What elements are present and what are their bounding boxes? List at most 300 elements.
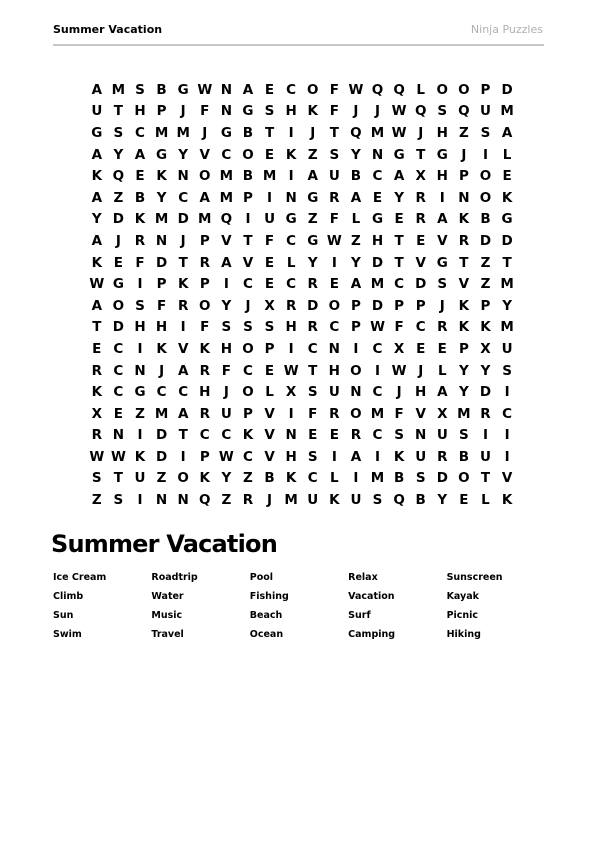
grid-letter: K <box>285 146 297 163</box>
grid-letter: S <box>135 81 145 98</box>
grid-letter: B <box>350 168 362 185</box>
grid-letter: S <box>502 362 512 379</box>
grid-letter: H <box>199 384 211 401</box>
grid-letter: W <box>89 448 105 465</box>
word-list-item: Ocean <box>249 629 284 640</box>
grid-letter: Q <box>199 492 211 509</box>
grid-letter: B <box>156 81 167 98</box>
grid-letter: G <box>436 146 448 163</box>
word-list-item: Sun <box>53 610 74 621</box>
grid-letter: I <box>353 340 359 357</box>
grid-letter: Z <box>307 211 318 228</box>
grid-letter: C <box>242 362 253 379</box>
grid-letter: K <box>91 254 103 271</box>
grid-letter: D <box>501 232 513 249</box>
grid-letter: E <box>416 232 426 249</box>
word-list-item: Climb <box>53 591 84 602</box>
word-search-grid <box>86 79 518 511</box>
grid-letter: E <box>329 427 339 444</box>
grid-letter: K <box>177 276 189 293</box>
grid-letter: R <box>415 189 426 206</box>
grid-letter: D <box>112 211 124 228</box>
grid-letter: D <box>155 448 168 465</box>
grid-letter: C <box>221 427 232 444</box>
grid-letter: D <box>479 384 492 401</box>
grid-letter: F <box>394 405 404 422</box>
grid-letter: J <box>180 232 186 249</box>
grid-letter: G <box>220 124 232 141</box>
grid-letter: C <box>156 384 167 401</box>
grid-letter: G <box>307 189 319 206</box>
grid-letter: H <box>328 362 340 379</box>
grid-letter: J <box>461 146 467 163</box>
grid-letter: I <box>288 168 294 185</box>
grid-letter: U <box>307 492 319 509</box>
grid-letter: Y <box>91 211 102 228</box>
grid-letter: L <box>286 254 296 271</box>
grid-letter: E <box>113 405 123 422</box>
grid-letter: I <box>180 319 186 336</box>
grid-letter: K <box>156 168 167 185</box>
grid-letter: R <box>199 362 210 379</box>
grid-letter: F <box>200 319 210 336</box>
grid-letter: S <box>91 470 102 487</box>
grid-letter: M <box>284 492 298 509</box>
grid-letter: I <box>331 448 337 465</box>
grid-letter: Q <box>220 211 233 228</box>
grid-letter: X <box>264 297 275 314</box>
grid-letter: R <box>242 492 254 509</box>
grid-letter: N <box>177 168 189 185</box>
grid-letter: A <box>242 81 254 98</box>
grid-letter: P <box>394 297 405 314</box>
grid-letter: G <box>436 254 448 271</box>
grid-letter: X <box>415 168 426 185</box>
grid-letter: N <box>415 427 427 444</box>
grid-letter: W <box>391 362 407 379</box>
grid-letter: K <box>91 384 103 401</box>
grid-letter: H <box>285 103 297 120</box>
grid-letter: Y <box>221 470 232 487</box>
grid-letter: R <box>199 405 210 422</box>
grid-letter: A <box>91 189 103 206</box>
grid-letter: K <box>329 492 340 509</box>
grid-letter: E <box>264 81 275 98</box>
grid-letter: G <box>177 81 189 98</box>
grid-letter: Q <box>371 81 384 98</box>
grid-letter: W <box>391 124 407 141</box>
grid-letter: P <box>199 232 210 249</box>
grid-letter: S <box>221 319 232 336</box>
grid-letter: V <box>415 254 426 271</box>
grid-letter: E <box>264 146 275 163</box>
grid-letter: C <box>372 384 383 401</box>
grid-letter: O <box>112 297 125 314</box>
grid-letter: Y <box>156 189 167 206</box>
grid-letter: G <box>285 211 297 228</box>
grid-letter: T <box>502 254 512 271</box>
grid-letter: S <box>459 427 469 444</box>
grid-letter: V <box>264 427 275 444</box>
word-list-item: Travel <box>151 629 184 640</box>
grid-letter: D <box>479 232 492 249</box>
grid-letter: K <box>91 168 103 185</box>
grid-letter: U <box>480 448 491 465</box>
grid-letter: O <box>242 146 254 163</box>
grid-letter: S <box>113 124 124 141</box>
grid-letter: Y <box>351 254 361 271</box>
grid-letter: A <box>307 168 318 185</box>
grid-letter: V <box>221 232 232 249</box>
grid-letter: U <box>415 448 427 465</box>
grid-letter: Q <box>458 103 470 120</box>
grid-letter: O <box>328 297 341 314</box>
grid-letter: U <box>436 427 448 444</box>
grid-letter: S <box>329 146 340 163</box>
grid-letter: M <box>370 276 385 293</box>
grid-letter: C <box>415 319 426 336</box>
grid-letter: V <box>264 448 275 465</box>
grid-letter: W <box>218 448 234 465</box>
grid-letter: T <box>480 470 491 487</box>
grid-letter: E <box>437 340 447 357</box>
grid-letter: W <box>326 232 342 249</box>
grid-letter: F <box>329 211 339 228</box>
grid-letter: F <box>308 405 318 422</box>
grid-letter: P <box>264 340 275 357</box>
grid-letter: M <box>154 405 169 422</box>
grid-letter: Y <box>221 297 232 314</box>
grid-letter: C <box>286 232 297 249</box>
grid-letter: P <box>199 448 210 465</box>
grid-letter: W <box>391 103 407 120</box>
grid-letter: T <box>113 103 123 120</box>
grid-letter: E <box>394 211 404 228</box>
grid-letter: N <box>134 362 146 379</box>
grid-letter: Y <box>178 146 189 163</box>
grid-letter: G <box>371 211 384 228</box>
grid-letter: M <box>370 405 385 422</box>
grid-letter: A <box>501 124 513 141</box>
grid-letter: M <box>219 189 234 206</box>
grid-letter: E <box>135 168 145 185</box>
grid-letter: O <box>306 81 319 98</box>
header-divider <box>53 44 544 46</box>
grid-letter: E <box>329 276 339 293</box>
grid-letter: D <box>501 81 513 98</box>
grid-letter: C <box>307 470 318 487</box>
grid-letter: P <box>156 103 167 120</box>
grid-letter: J <box>245 297 251 314</box>
grid-letter: L <box>351 211 361 228</box>
grid-letter: G <box>242 103 254 120</box>
grid-letter: J <box>418 124 424 141</box>
grid-letter: N <box>285 427 297 444</box>
grid-letter: N <box>285 189 297 206</box>
grid-letter: A <box>91 297 103 314</box>
grid-letter: J <box>353 103 359 120</box>
grid-letter: M <box>219 168 234 185</box>
grid-letter: I <box>180 448 186 465</box>
grid-letter: S <box>480 124 491 141</box>
grid-letter: P <box>350 297 361 314</box>
grid-letter: G <box>156 146 168 163</box>
grid-letter: M <box>370 124 385 141</box>
grid-letter: Z <box>221 492 232 509</box>
grid-letter: Z <box>113 189 124 206</box>
grid-letter: Y <box>394 189 404 206</box>
grid-letter: J <box>418 362 424 379</box>
grid-letter: V <box>437 232 448 249</box>
grid-letter: J <box>202 124 208 141</box>
grid-letter: Z <box>480 276 491 293</box>
grid-letter: C <box>372 168 383 185</box>
grid-letter: U <box>91 103 103 120</box>
grid-letter: N <box>112 427 125 444</box>
grid-letter: B <box>242 124 254 141</box>
grid-letter: W <box>89 276 105 293</box>
grid-letter: Y <box>307 254 318 271</box>
grid-letter: T <box>329 124 339 141</box>
grid-letter: F <box>221 362 231 379</box>
grid-letter: T <box>264 124 275 141</box>
grid-letter: Y <box>480 362 491 379</box>
grid-letter: V <box>177 340 189 357</box>
grid-letter: A <box>350 276 362 293</box>
grid-letter: R <box>307 276 318 293</box>
grid-letter: R <box>437 448 448 465</box>
grid-letter: P <box>350 319 361 336</box>
grid-letter: R <box>285 297 297 314</box>
grid-letter: O <box>436 81 449 98</box>
grid-letter: E <box>308 427 318 444</box>
grid-letter: X <box>437 405 448 422</box>
grid-letter: C <box>286 81 297 98</box>
grid-letter: M <box>198 211 212 228</box>
grid-letter: H <box>285 448 297 465</box>
grid-letter: C <box>221 146 232 163</box>
grid-letter: M <box>500 319 514 336</box>
grid-letter: C <box>199 427 210 444</box>
grid-letter: O <box>350 405 362 422</box>
grid-letter: W <box>110 448 126 465</box>
grid-letter: C <box>502 405 513 422</box>
grid-letter: F <box>394 319 404 336</box>
grid-letter: G <box>134 384 146 401</box>
grid-letter: R <box>458 232 470 249</box>
grid-letter: A <box>350 189 362 206</box>
grid-letter: H <box>220 340 233 357</box>
grid-letter: M <box>154 124 169 141</box>
word-list-item: Vacation <box>348 591 395 602</box>
grid-letter: H <box>134 319 146 336</box>
grid-letter: K <box>458 297 470 314</box>
grid-letter: S <box>437 276 448 293</box>
grid-letter: Y <box>459 384 469 401</box>
grid-letter: E <box>416 340 426 357</box>
puzzle-title: Summer Vacation <box>51 530 278 558</box>
grid-letter: C <box>178 384 189 401</box>
grid-letter: X <box>480 340 491 357</box>
grid-letter: P <box>480 297 491 314</box>
grid-letter: K <box>199 340 210 357</box>
grid-letter: G <box>307 232 319 249</box>
grid-letter: A <box>221 254 232 271</box>
grid-letter: R <box>329 189 340 206</box>
grid-letter: J <box>159 362 165 379</box>
grid-letter: E <box>92 340 102 357</box>
grid-letter: C <box>372 427 383 444</box>
grid-letter: F <box>329 103 339 120</box>
grid-letter: Q <box>414 103 427 120</box>
grid-letter: K <box>285 470 297 487</box>
grid-letter: I <box>245 211 251 228</box>
grid-letter: K <box>501 492 513 509</box>
grid-letter: A <box>199 189 210 206</box>
grid-letter: A <box>177 405 189 422</box>
grid-letter: P <box>415 297 426 314</box>
grid-letter: N <box>328 340 340 357</box>
grid-letter: O <box>177 470 189 487</box>
grid-letter: A <box>350 448 362 465</box>
grid-letter: C <box>178 189 189 206</box>
grid-letter: C <box>307 340 318 357</box>
grid-letter: N <box>220 103 233 120</box>
grid-letter: S <box>264 319 275 336</box>
grid-letter: T <box>92 319 102 336</box>
grid-letter: C <box>135 124 145 141</box>
grid-letter: I <box>504 384 510 401</box>
grid-letter: F <box>135 254 145 271</box>
grid-letter: T <box>178 427 188 444</box>
grid-letter: M <box>176 124 190 141</box>
grid-letter: G <box>393 146 405 163</box>
grid-letter: N <box>155 232 168 249</box>
grid-letter: H <box>415 384 427 401</box>
grid-letter: Y <box>113 146 124 163</box>
grid-letter: U <box>264 211 276 228</box>
grid-letter: Q <box>350 124 362 141</box>
grid-letter: G <box>91 124 103 141</box>
grid-letter: Y <box>351 146 361 163</box>
grid-letter: I <box>504 448 510 465</box>
grid-letter: K <box>393 448 405 465</box>
word-list-item: Relax <box>348 572 378 583</box>
grid-letter: P <box>458 168 469 185</box>
grid-letter: I <box>288 340 294 357</box>
grid-letter: O <box>242 340 254 357</box>
grid-letter: J <box>267 492 273 509</box>
grid-letter: Q <box>112 168 125 185</box>
grid-letter: F <box>200 103 210 120</box>
grid-letter: Z <box>243 470 253 487</box>
grid-letter: T <box>394 254 404 271</box>
grid-letter: M <box>457 405 471 422</box>
grid-letter: L <box>481 492 490 509</box>
grid-letter: X <box>91 405 102 422</box>
grid-letter: A <box>437 384 448 401</box>
grid-letter: K <box>156 340 167 357</box>
grid-letter: S <box>113 492 124 509</box>
grid-letter: R <box>350 427 362 444</box>
grid-letter: E <box>502 168 512 185</box>
grid-letter: K <box>458 319 470 336</box>
grid-letter: P <box>480 81 491 98</box>
word-list-item: Camping <box>348 629 396 640</box>
grid-letter: M <box>111 81 126 98</box>
grid-letter: P <box>156 276 167 293</box>
word-list-item: Picnic <box>446 610 479 621</box>
grid-letter: R <box>199 254 210 271</box>
grid-letter: J <box>310 124 316 141</box>
grid-letter: I <box>137 492 143 509</box>
grid-letter: V <box>501 470 513 487</box>
grid-letter: K <box>199 470 210 487</box>
grid-letter: C <box>286 276 297 293</box>
grid-letter: T <box>178 254 188 271</box>
grid-letter: T <box>394 232 404 249</box>
grid-letter: R <box>134 232 146 249</box>
grid-letter: K <box>134 448 146 465</box>
grid-letter: O <box>199 168 211 185</box>
grid-letter: F <box>264 232 275 249</box>
grid-letter: S <box>394 427 404 444</box>
grid-letter: K <box>501 189 513 206</box>
word-list-item: Hiking <box>446 629 481 640</box>
grid-letter: O <box>350 362 362 379</box>
grid-letter: N <box>371 146 384 163</box>
grid-letter: S <box>415 470 426 487</box>
grid-letter: Z <box>351 232 361 249</box>
grid-letter: G <box>501 211 513 228</box>
grid-letter: C <box>372 340 383 357</box>
grid-letter: O <box>479 168 492 185</box>
grid-letter: I <box>331 254 337 271</box>
word-list-item: Fishing <box>249 591 289 602</box>
grid-letter: K <box>458 211 470 228</box>
grid-letter: Y <box>502 297 512 314</box>
grid-letter: U <box>220 405 232 422</box>
grid-letter: K <box>480 319 491 336</box>
grid-letter: I <box>288 405 294 422</box>
grid-letter: O <box>242 384 254 401</box>
grid-letter: M <box>500 103 514 120</box>
grid-letter: D <box>371 297 384 314</box>
grid-letter: W <box>370 319 385 336</box>
word-list <box>53 572 545 648</box>
grid-letter: C <box>242 276 253 293</box>
grid-letter: N <box>155 492 168 509</box>
grid-letter: C <box>113 362 124 379</box>
grid-letter: U <box>328 384 340 401</box>
grid-letter: P <box>243 405 253 422</box>
grid-letter: S <box>372 492 383 509</box>
grid-letter: V <box>264 405 275 422</box>
grid-letter: C <box>394 276 405 293</box>
grid-letter: U <box>328 168 340 185</box>
grid-letter: A <box>437 211 448 228</box>
grid-letter: U <box>480 103 491 120</box>
grid-letter: B <box>264 470 275 487</box>
grid-letter: T <box>416 146 426 163</box>
word-list-item: Roadtrip <box>151 572 198 583</box>
grid-letter: D <box>177 211 189 228</box>
grid-letter: Y <box>459 362 469 379</box>
grid-letter: R <box>329 405 340 422</box>
grid-letter: I <box>375 362 381 379</box>
grid-letter: J <box>180 103 186 120</box>
grid-letter: A <box>134 146 146 163</box>
